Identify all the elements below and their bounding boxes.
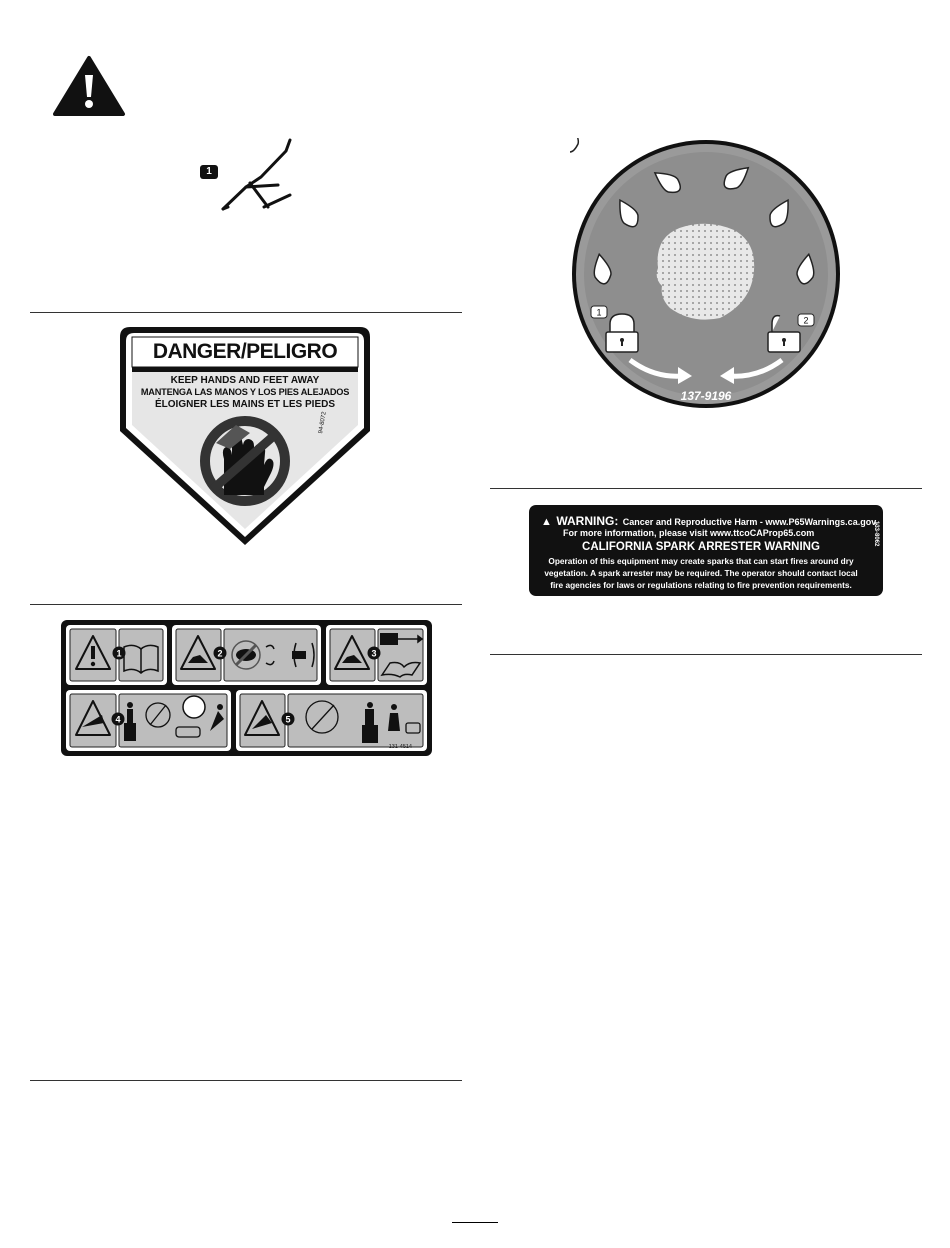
fuel-cap-decal: [570, 138, 842, 410]
callout-5: 5: [285, 714, 291, 725]
warning-body-3: fire agencies for laws or regulations relating to fire prevention requirements.: [550, 580, 852, 590]
callout-3: 3: [371, 648, 377, 659]
cap-part-number: 137-9196: [680, 389, 732, 403]
divider: [30, 1080, 462, 1081]
divider: [30, 604, 462, 605]
divider: [30, 312, 462, 313]
warning-line-2: For more information, please visit www.ttcoCAProp65.com: [563, 528, 815, 538]
callout-badge-1: 1: [200, 165, 218, 179]
warning-line-1: Cancer and Reproductive Harm - www.P65Warnings.ca.gov.: [622, 517, 879, 527]
warning-body-1: Operation of this equipment may create sparks that can start fires around dry: [548, 556, 854, 566]
danger-line-3: ÉLOIGNER LES MAINS ET LES PIEDS: [154, 399, 336, 410]
warning-triangle-icon: [52, 55, 126, 117]
danger-title: DANGER/PELIGRO: [152, 340, 338, 363]
warning-heading: WARNING:: [556, 514, 619, 528]
danger-line-2: MANTENGA LAS MANOS Y LOS PIES ALEJADOS: [140, 387, 350, 397]
warning-triangle-icon: ▲: [541, 516, 552, 528]
callout-4: 4: [115, 714, 121, 725]
danger-line-1: KEEP HANDS AND FEET AWAY: [170, 375, 320, 386]
cap-callout-2: 2: [803, 315, 809, 326]
pedal-lever-icon: [218, 137, 298, 213]
divider: [490, 654, 922, 655]
callout-2: 2: [217, 648, 223, 659]
warning-part-number: 133-8062: [873, 521, 879, 547]
footer-rule: [452, 1222, 498, 1223]
divider: [490, 488, 922, 489]
safety-decal-131-4514: [60, 619, 433, 757]
danger-decal: [118, 325, 372, 547]
warning-title: CALIFORNIA SPARK ARRESTER WARNING: [582, 541, 820, 553]
callout-1: 1: [116, 648, 122, 659]
california-warning-decal: [529, 505, 883, 596]
warning-body-2: vegetation. A spark arrester may be required. The operator should contact local: [544, 568, 858, 578]
multi-decal-part-number: 131-4514: [388, 744, 412, 750]
danger-part-number: 94-8072: [318, 411, 328, 435]
cap-callout-1: 1: [596, 307, 602, 318]
